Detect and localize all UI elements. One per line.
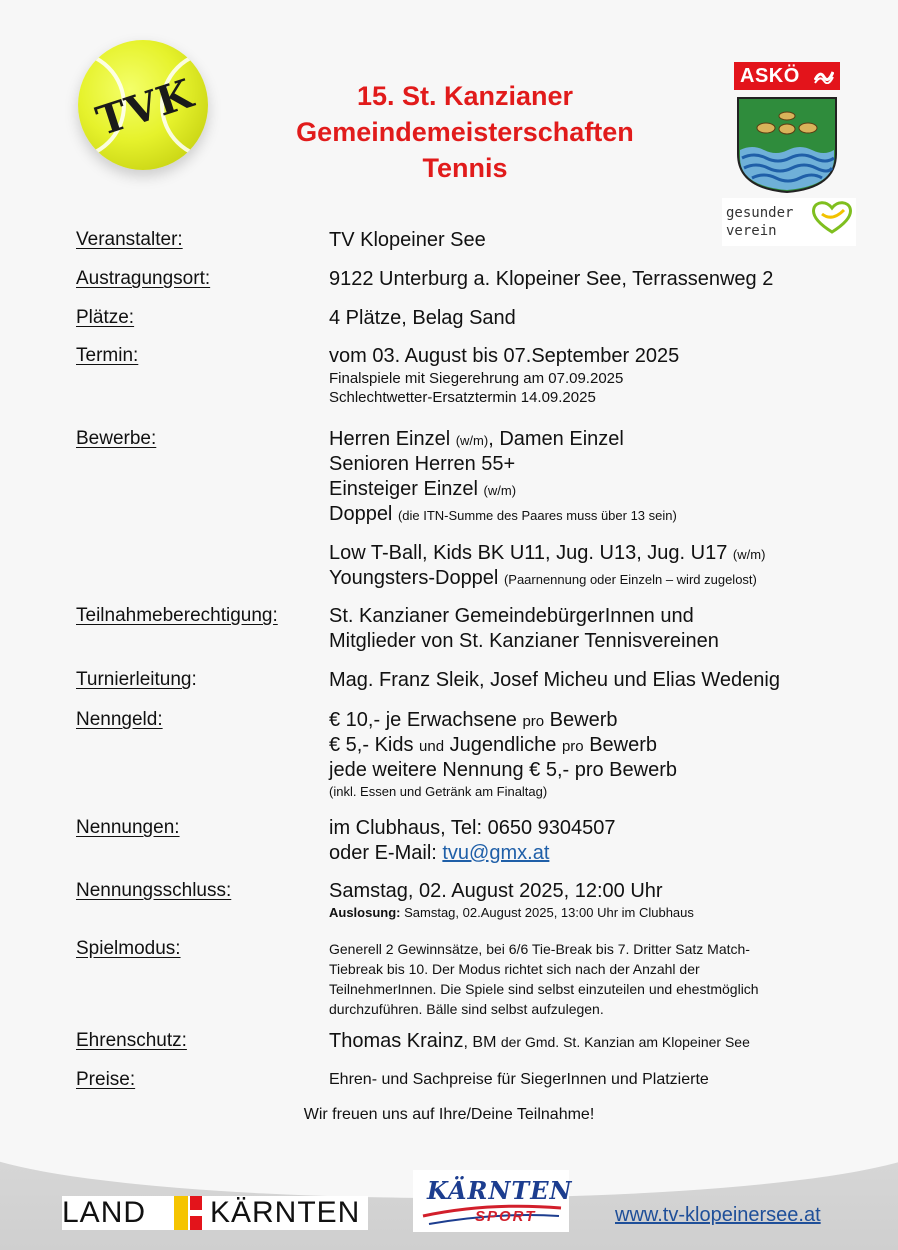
label-nennungsschluss: Nennungsschluss: <box>76 880 232 901</box>
askoe-swoosh-icon <box>814 68 834 84</box>
email-link[interactable]: tvu@gmx.at <box>442 842 550 864</box>
value-turnierleitung: Mag. Franz Sleik, Josef Micheu und Elias Wedenig <box>329 669 780 691</box>
value-nennungen: im Clubhaus, Tel: 0650 9304507 oder E-Mail: tvu@gmx.at <box>329 817 616 864</box>
value-veranstalter: TV Klopeiner See <box>329 229 486 251</box>
askoe-logo <box>722 60 856 246</box>
termin-final: Finalspiele mit Siegerehrung am 07.09.2025 <box>329 370 624 387</box>
bewerb-line-5: Low T-Ball, Kids BK U11, Jug. U13, Jug. U17 (w/m) <box>329 542 766 564</box>
value-plaetze: 4 Plätze, Belag Sand <box>329 307 516 329</box>
value-austragungsort: 9122 Unterburg a. Klopeiner See, Terrassenweg 2 <box>329 268 774 290</box>
kaernten-sport-logo: KÄRNTEN SPORT <box>413 1170 569 1232</box>
bewerb-line-4: Doppel (die ITN-Summe des Paares muss über 13 sein) <box>329 503 677 525</box>
label-turnierleitung: Turnierleitung: <box>76 669 197 690</box>
label-nennungen: Nennungen: <box>76 817 180 838</box>
bewerb-line-3: Einsteiger Einzel (w/m) <box>329 478 517 500</box>
label-preise: Preise: <box>76 1069 136 1090</box>
label-teilnahme: Teilnahmeberechtigung: <box>76 605 278 626</box>
label-termin: Termin: <box>76 345 139 366</box>
bewerb-line-1: Herren Einzel (w/m), Damen Einzel <box>329 428 624 450</box>
label-austragungsort: Austragungsort: <box>76 268 211 289</box>
termin-date: vom 03. August bis 07.September 2025 <box>329 345 680 367</box>
title-line-2: Gemeindemeisterschaften <box>296 117 634 147</box>
label-nenngeld: Nenngeld: <box>76 709 163 730</box>
website-link[interactable]: www.tv-klopeinersee.at <box>615 1204 821 1226</box>
tvk-logo-text: TVK <box>90 69 200 146</box>
termin-ersatz: Schlechtwetter-Ersatztermin 14.09.2025 <box>329 389 596 406</box>
kaernten-flag-icon <box>174 1196 202 1230</box>
land-kaernten-logo: LAND KÄRNTEN <box>62 1196 368 1230</box>
value-preise: Ehren- und Sachpreise für SiegerInnen und Platzierte <box>329 1071 709 1088</box>
title-line-3: Tennis <box>422 153 508 183</box>
label-spielmodus: Spielmodus: <box>76 938 181 959</box>
label-veranstalter: Veranstalter: <box>76 229 183 250</box>
label-plaetze: Plätze: <box>76 307 135 328</box>
label-ehrenschutz: Ehrenschutz: <box>76 1030 187 1051</box>
closing-text: Wir freuen uns auf Ihre/Deine Teilnahme! <box>303 1106 595 1123</box>
value-teilnahme: St. Kanzianer GemeindebürgerInnen und Mitglieder von St. Kanzianer Tennisvereinen <box>329 605 719 652</box>
page-title <box>240 78 690 186</box>
value-termin <box>329 344 869 407</box>
value-ehrenschutz: Thomas Krainz, BM der Gmd. St. Kanzian am Klopeiner See <box>329 1030 750 1052</box>
tvk-tennis-ball-logo <box>78 40 208 170</box>
value-nennungsschluss: Samstag, 02. August 2025, 12:00 Uhr Auslosung: Samstag, 02.August 2025, 13:00 Uhr im Clubhaus <box>329 880 694 920</box>
bewerb-line-2: Senioren Herren 55+ <box>329 453 516 475</box>
value-nenngeld: € 10,- je Erwachsene pro Bewerb € 5,- Kids und Jugendliche pro Bewerb jede weitere Nennung € 5,- pro Bewerb (inkl. Essen und Getränk am Finaltag) <box>329 709 677 799</box>
coat-of-arms-icon <box>736 96 838 194</box>
value-bewerbe <box>329 427 869 591</box>
gesunder-verein-logo: gesunder verein <box>722 198 856 246</box>
title-line-1: 15. St. Kanzianer <box>356 81 574 111</box>
label-bewerbe: Bewerbe: <box>76 428 157 449</box>
value-spielmodus: Generell 2 Gewinnsätze, bei 6/6 Tie-Break bis 7. Dritter Satz Match- Tiebreak bis 10. Der Modus richtet sich nach der Anzahl der TeilnehmerInnen. Die Spiele sind selbst einzuteilen und ehestmöglich durchzuführen. Bälle sind selbst aufzulegen. <box>329 941 759 1017</box>
bewerb-line-6: Youngsters-Doppel (Paarnennung oder Einzeln – wird zugelost) <box>329 567 757 589</box>
askoe-badge: ASKÖ <box>734 62 840 90</box>
